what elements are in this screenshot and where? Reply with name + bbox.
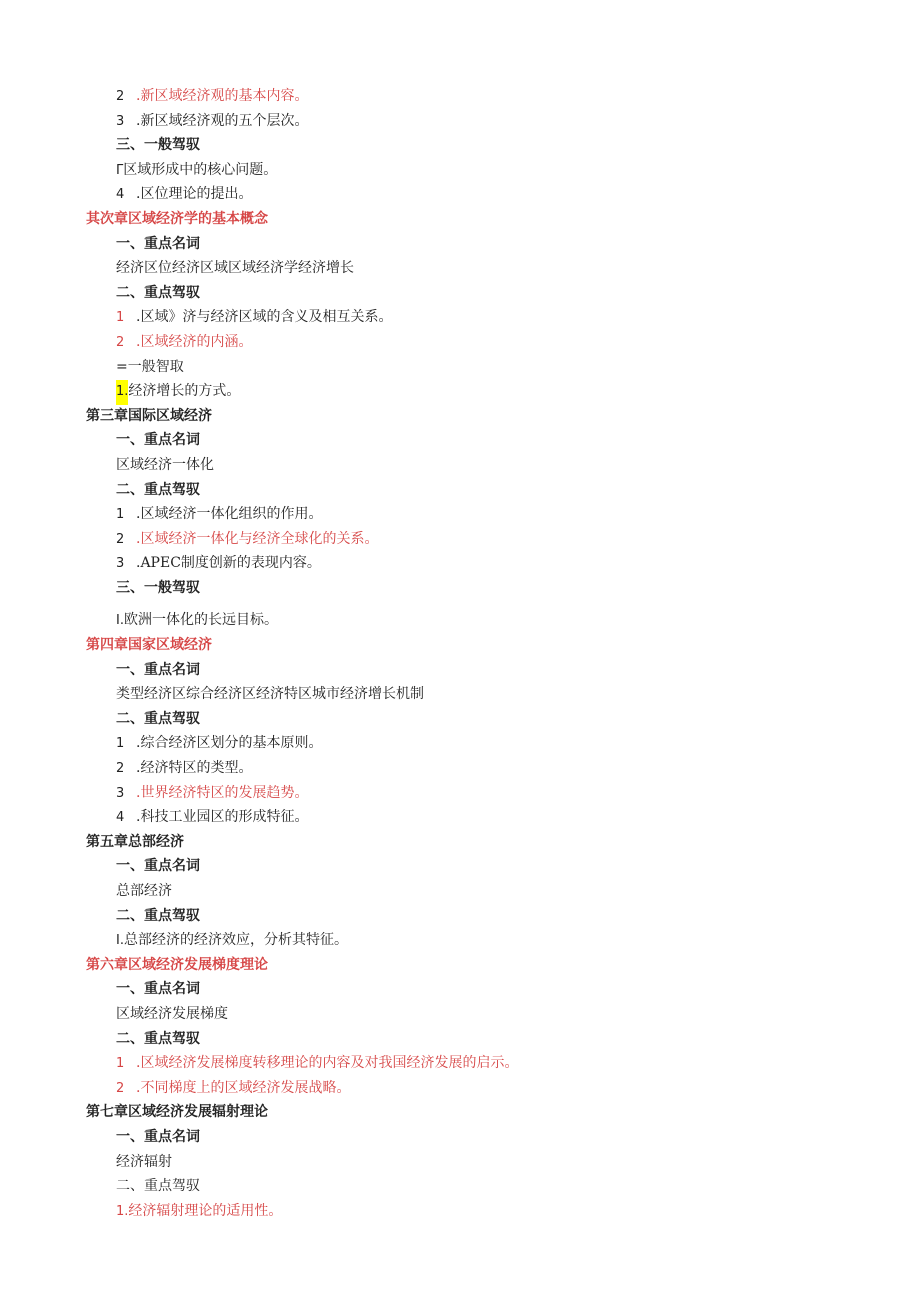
item-number: 1	[116, 736, 125, 752]
item-text: .新区域经济观的五个层次。	[136, 112, 309, 129]
ch6-terms-heading: 一、重点名词	[116, 981, 200, 998]
ch1-general-heading: 三、一般驾驭	[116, 137, 200, 154]
ch1-general-item-1	[0, 158, 920, 183]
ch7-key-item-1	[0, 1199, 920, 1224]
item-number: I.	[116, 933, 124, 949]
ch3-general-heading: 三、一般驾驭	[116, 579, 200, 596]
item-number: 3	[116, 556, 125, 572]
item-text: .经济特区的类型。	[136, 760, 253, 777]
ch4-key-heading: 二、重点驾驭	[116, 710, 200, 727]
ch1-item-3	[0, 109, 920, 134]
ch5-terms-heading: 一、重点名词	[116, 858, 200, 875]
ch3-key-item-2	[0, 527, 920, 552]
ch3-terms: 区域经济一体化	[116, 456, 214, 473]
item-text: .不同梯度上的区域经济发展战略。	[136, 1079, 351, 1096]
chapter-4-title: 第四章国家区域经济	[86, 637, 212, 654]
item-number: 3	[116, 785, 125, 801]
ch2-key-item-1	[0, 305, 920, 330]
chapter-5-title: 第五章总部经济	[86, 833, 184, 850]
chapter-3-title: 第三章国际区域经济	[86, 407, 212, 424]
ch3-key-heading: 二、重点驾驭	[116, 481, 200, 498]
ch7-key-heading: 二、重点驾驭	[116, 1178, 200, 1195]
item-number: 2	[116, 334, 125, 350]
item-text: 经济辐射理论的适用性。	[128, 1202, 283, 1219]
ch7-terms-heading: 一、重点名词	[116, 1128, 200, 1145]
item-text: .区域》济与经济区域的含义及相互关系。	[136, 309, 393, 326]
item-text: 欧洲一体化的长远目标。	[123, 612, 278, 629]
ch2-general-item-1	[0, 379, 920, 404]
item-text: .区域经济一体化与经济全球化的关系。	[136, 530, 379, 547]
spacer	[0, 600, 920, 608]
highlighted-item-number: 1.	[116, 380, 128, 405]
item-text: .科技工业园区的形成特征。	[136, 809, 309, 826]
item-number: 2	[116, 1080, 125, 1096]
chapter-2-title: 其次章区域经济学的基本概念	[86, 210, 268, 227]
ch6-key-item-2	[0, 1076, 920, 1101]
item-text: .区位理论的提出。	[136, 186, 253, 203]
item-number: 2	[116, 531, 125, 547]
ch6-key-item-1	[0, 1051, 920, 1076]
ch4-terms-heading: 一、重点名词	[116, 661, 200, 678]
ch4-key-item-3	[0, 781, 920, 806]
item-text: .新区域经济观的基本内容。	[136, 88, 309, 104]
chapter-6-title: 第六章区域经济发展梯度理论	[86, 956, 268, 973]
item-text: .综合经济区划分的基本原则。	[136, 735, 323, 752]
item-number: Γ	[116, 162, 124, 178]
ch2-general-heading: =一般智取	[116, 358, 184, 375]
ch1-general-item-4	[0, 182, 920, 207]
ch6-terms: 区域经济发展梯度	[116, 1005, 228, 1022]
item-number: 2	[116, 89, 125, 104]
ch2-terms: 经济区位经济区域区域经济学经济增长	[116, 260, 354, 277]
chapter-7-title: 第七章区域经济发展辐射理论	[86, 1104, 268, 1121]
item-number: I.	[116, 613, 124, 629]
item-number: 4	[116, 187, 125, 203]
item-number: 1	[116, 1056, 125, 1072]
ch3-key-item-1	[0, 502, 920, 527]
ch5-key-heading: 二、重点驾驭	[116, 907, 200, 924]
item-text: .世界经济特区的发展趋势。	[136, 784, 309, 801]
item-text: .APEC制度创新的表现内容。	[136, 555, 321, 572]
ch2-key-item-2	[0, 330, 920, 355]
ch7-terms: 经济辐射	[116, 1153, 172, 1170]
ch4-key-item-2	[0, 756, 920, 781]
item-text: 总部经济的经济效应，分析其特征。	[123, 932, 348, 949]
item-text: .区域经济的内涵。	[136, 333, 253, 350]
item-text: .区域经济发展梯度转移理论的内容及对我国经济发展的启示。	[136, 1055, 519, 1072]
ch4-key-item-1	[0, 731, 920, 756]
ch3-key-item-3	[0, 551, 920, 576]
item-number: 1.	[116, 1203, 129, 1219]
ch5-key-item-1	[0, 928, 920, 953]
item-text: 区域形成中的核心问题。	[123, 161, 278, 178]
item-number: 2	[116, 761, 125, 777]
ch6-key-heading: 二、重点驾驭	[116, 1030, 200, 1047]
ch3-terms-heading: 一、重点名词	[116, 432, 200, 449]
item-text: 经济增长的方式。	[128, 383, 241, 400]
item-number: 1	[116, 507, 125, 523]
ch5-terms: 总部经济	[116, 883, 172, 899]
document-page	[0, 84, 920, 1223]
ch3-general-item-1	[0, 608, 920, 633]
item-number: 1	[116, 310, 125, 326]
item-text: .区域经济一体化组织的作用。	[136, 506, 323, 523]
ch4-terms: 类型经济区综合经济区经济特区城市经济增长机制	[116, 686, 424, 703]
ch2-key-heading: 二、重点驾驭	[116, 284, 200, 301]
ch4-key-item-4	[0, 805, 920, 830]
ch1-item-2	[0, 84, 920, 109]
item-number: 3	[116, 113, 125, 129]
ch2-terms-heading: 一、重点名词	[116, 235, 200, 252]
item-number: 4	[116, 810, 125, 826]
